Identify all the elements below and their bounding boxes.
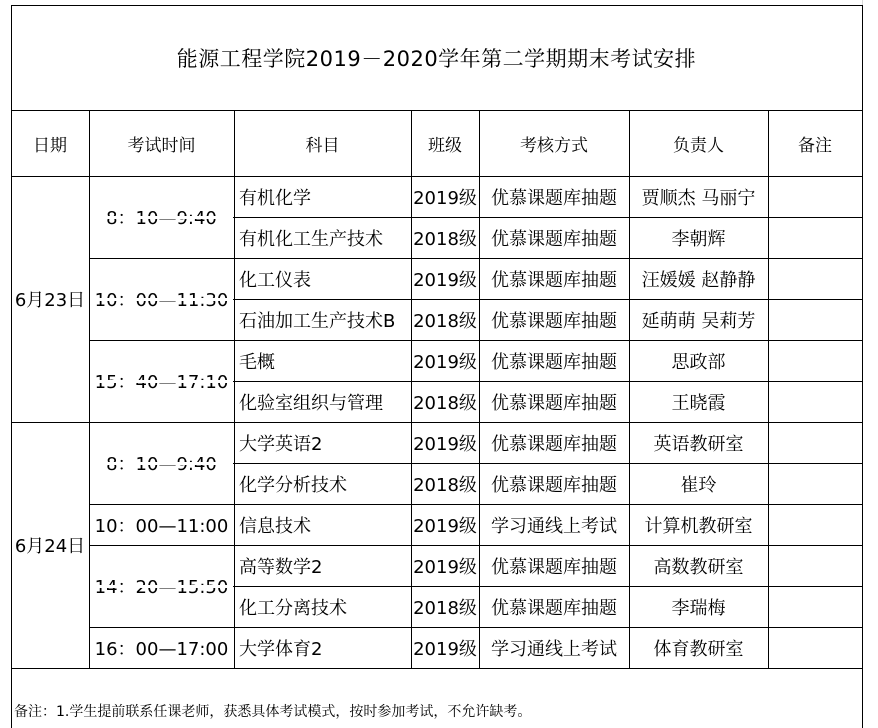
remarks-cell (768, 299, 862, 340)
assessment-method-cell: 学习通线上考试 (491, 638, 617, 660)
person-in-charge-cell: 王晓霞 (671, 392, 726, 414)
remarks-cell (768, 627, 862, 668)
table-rule (11, 176, 862, 177)
time-slot-cell: 16：00—17:00 (94, 638, 229, 660)
class-cell: 2018级 (413, 474, 477, 496)
person-in-charge-cell: 计算机教研室 (644, 515, 753, 537)
person-in-charge-cell: 思政部 (671, 351, 726, 373)
assessment-method-cell: 优慕课题库抽题 (491, 597, 617, 619)
class-cell: 2019级 (413, 515, 477, 537)
assessment-method-cell: 优慕课题库抽题 (491, 392, 617, 414)
subject-cell: 有机化学 (239, 187, 311, 209)
subject-cell: 化工仪表 (239, 269, 311, 291)
subject-cell: 石油加工生产技术B (239, 310, 396, 332)
assessment-method-cell: 优慕课题库抽题 (491, 556, 617, 578)
person-in-charge-cell: 英语教研室 (653, 433, 744, 455)
class-cell: 2019级 (413, 433, 477, 455)
person-in-charge-cell: 高数教研室 (653, 556, 744, 578)
remarks-cell (768, 545, 862, 586)
remarks-cell (768, 340, 862, 381)
subject-cell: 化学分析技术 (239, 474, 347, 496)
subject-cell: 化验室组织与管理 (239, 392, 383, 414)
table-rule (89, 545, 862, 546)
person-in-charge-cell: 李瑞梅 (671, 597, 726, 619)
assessment-method-cell: 优慕课题库抽题 (491, 474, 617, 496)
assessment-method-cell: 优慕课题库抽题 (491, 269, 617, 291)
subject-cell: 信息技术 (239, 515, 311, 537)
merge-mask (90, 380, 233, 383)
table-rule (11, 668, 862, 669)
table-rule (768, 110, 769, 668)
class-cell: 2019级 (413, 638, 477, 660)
remarks-cell (768, 463, 862, 504)
subject-cell: 毛概 (239, 351, 275, 373)
table-rule (629, 110, 630, 668)
person-in-charge-cell: 李朝辉 (671, 228, 726, 250)
subject-cell: 有机化工生产技术 (239, 228, 383, 250)
date-cell: 6月24日 (14, 536, 86, 557)
assessment-method-cell: 优慕课题库抽题 (491, 351, 617, 373)
remarks-cell (768, 422, 862, 463)
assessment-method-cell: 优慕课题库抽题 (491, 310, 617, 332)
table-rule (11, 5, 862, 6)
header-remarks: 备注 (798, 135, 832, 156)
table-rule (11, 110, 862, 111)
footnote: 备注：1.学生提前联系任课老师，获悉具体考试模式，按时参加考试，不允许缺考。 (14, 704, 532, 720)
merge-mask (90, 462, 233, 465)
remarks-cell (768, 176, 862, 217)
header-subject: 科目 (305, 135, 340, 156)
time-slot-cell: 10：00—11:00 (94, 515, 229, 537)
person-in-charge-cell: 贾顺杰 马丽宁 (641, 187, 756, 209)
remarks-cell (768, 258, 862, 299)
header-assessment-method: 考核方式 (520, 135, 588, 156)
class-cell: 2018级 (413, 228, 477, 250)
table-rule (862, 5, 863, 728)
merge-mask (90, 585, 233, 588)
header-person-in-charge: 负责人 (673, 135, 724, 156)
class-cell: 2018级 (413, 597, 477, 619)
subject-cell: 大学体育2 (239, 638, 323, 660)
assessment-method-cell: 优慕课题库抽题 (491, 228, 617, 250)
table-rule (89, 258, 862, 259)
table-rule (11, 5, 12, 728)
table-rule (11, 422, 862, 423)
page-title: 能源工程学院2019－2020学年第二学期期末考试安排 (176, 46, 697, 71)
remarks-cell (768, 217, 862, 258)
class-cell: 2018级 (413, 392, 477, 414)
person-in-charge-cell: 崔玲 (680, 474, 717, 496)
class-cell: 2019级 (413, 269, 477, 291)
remarks-cell (768, 504, 862, 545)
class-cell: 2019级 (413, 351, 477, 373)
table-rule (234, 110, 235, 668)
subject-cell: 大学英语2 (239, 433, 323, 455)
table-rule (89, 627, 862, 628)
subject-cell: 高等数学2 (239, 556, 323, 578)
merge-mask (90, 298, 233, 301)
header-class: 班级 (428, 135, 462, 156)
class-cell: 2019级 (413, 556, 477, 578)
remarks-cell (768, 381, 862, 422)
class-cell: 2019级 (413, 187, 477, 209)
date-cell: 6月23日 (14, 290, 86, 311)
assessment-method-cell: 学习通线上考试 (491, 515, 617, 537)
person-in-charge-cell: 汪媛媛 赵静静 (641, 269, 756, 291)
table-rule (411, 110, 412, 668)
person-in-charge-cell: 体育教研室 (653, 638, 744, 660)
table-rule (89, 340, 862, 341)
person-in-charge-cell: 延萌萌 吴莉芳 (641, 310, 756, 332)
spreadsheet-gridline (862, 0, 878, 728)
table-rule (479, 110, 480, 668)
table-rule (89, 504, 862, 505)
remarks-cell (768, 586, 862, 627)
assessment-method-cell: 优慕课题库抽题 (491, 187, 617, 209)
header-date: 日期 (33, 135, 67, 156)
header-exam-time: 考试时间 (127, 135, 196, 156)
merge-mask (90, 216, 233, 219)
assessment-method-cell: 优慕课题库抽题 (491, 433, 617, 455)
class-cell: 2018级 (413, 310, 477, 332)
subject-cell: 化工分离技术 (239, 597, 347, 619)
